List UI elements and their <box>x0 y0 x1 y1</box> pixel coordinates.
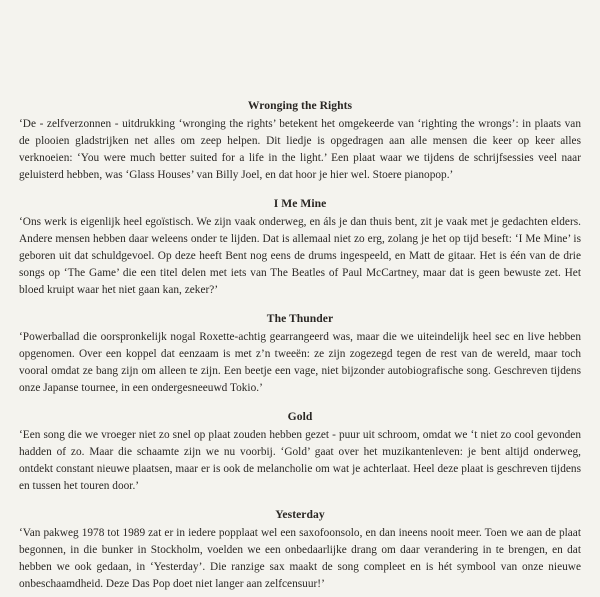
song-description: ‘Powerballad die oorspronkelijk nogal Roxette-achtig gearrangeerd was, maar die we uiteindelijk heel sec en live hebben opgenomen. Over een koppel dat eenzaam is met z’n tweeën: ze zijn zogezegd tegen de rest van de wereld, maar toch vooral omdat ze bang zijn om alleen te zijn. Een beetje een vage, niet bijzonder autobiografische song. Geschreven tijdens onze Japanse tournee, in een ondergesneeuwd Tokio.’ <box>19 331 581 394</box>
song-section-yesterday <box>19 508 581 593</box>
song-section-the-thunder <box>19 312 581 397</box>
song-title: I Me Mine <box>273 197 327 210</box>
song-section-wronging-the-rights <box>19 99 581 184</box>
song-section-gold <box>19 410 581 495</box>
song-section-i-me-mine <box>19 197 581 299</box>
song-title: Gold <box>287 410 313 423</box>
song-title: Wronging the Rights <box>247 99 353 112</box>
song-description: ‘Een song die we vroeger niet zo snel op plaat zouden hebben gezet - puur uit schroom, omdat we ‘t niet zo cool gevonden hadden of zo. Maar die schaamte zijn we nu voorbij. ‘Gold’ gaat over het muzikantenleven: je bent altijd onderweg, ontdekt constant nieuwe plaatsen, maar er is ook de melancholie om wat je achterlaat. Heel deze plaat is geschreven tijdens en tussen het touren door.’ <box>19 429 581 492</box>
song-title: The Thunder <box>266 312 334 325</box>
song-description: ‘De - zelfverzonnen - uitdrukking ‘wronging the rights’ betekent het omgekeerde van ‘righting the wrongs’: in plaats van de plooien gladstrijken net alles om zeep helpen. Dit liedje is opgedragen aan alle mensen die keer op keer alles verknoeien: ‘You were much better suited for a life in the light.’ Een plaat waar we tijdens de schrijfsessies veel naar geluisterd hebben, was ‘Glass Houses’ van Billy Joel, en dat hoor je hier wel. Stoere pianopop.’ <box>19 118 581 181</box>
song-description: ‘Van pakweg 1978 tot 1989 zat er in iedere popplaat wel een saxofoonsolo, en dan ineens nooit meer. Toen we aan de plaat begonnen, in die bunker in Stockholm, voelden we een onbedaarlijke drang om daar verandering in te brengen, en dat hebben we ook gedaan, in ‘Yesterday’. Die ranzige sax maakt de song compleet en is hét symbool van onze nieuwe onbeschaamdheid. Deze Das Pop doet niet langer aan zelfcensuur!’ <box>19 527 581 590</box>
song-title: Yesterday <box>275 508 325 521</box>
song-description: ‘Ons werk is eigenlijk heel egoïstisch. We zijn vaak onderweg, en áls je dan thuis bent, zit je vaak met je gedachten elders. Andere mensen hebben daar weleens onder te lijden. Dat is allemaal niet zo erg, zolang je het op tijd beseft: ‘I Me Mine’ is geboren uit dat schuldgevoel. Op deze heeft Bent nog eens de drums ingespeeld, en Matt de gitaar. Het is één van de drie songs op ‘The Game’ die een titel delen met iets van The Beatles of Paul McCartney, maar dat is geen bewuste zet. Het bloed kruipt waar het niet gaan kan, zeker?’ <box>19 216 581 296</box>
